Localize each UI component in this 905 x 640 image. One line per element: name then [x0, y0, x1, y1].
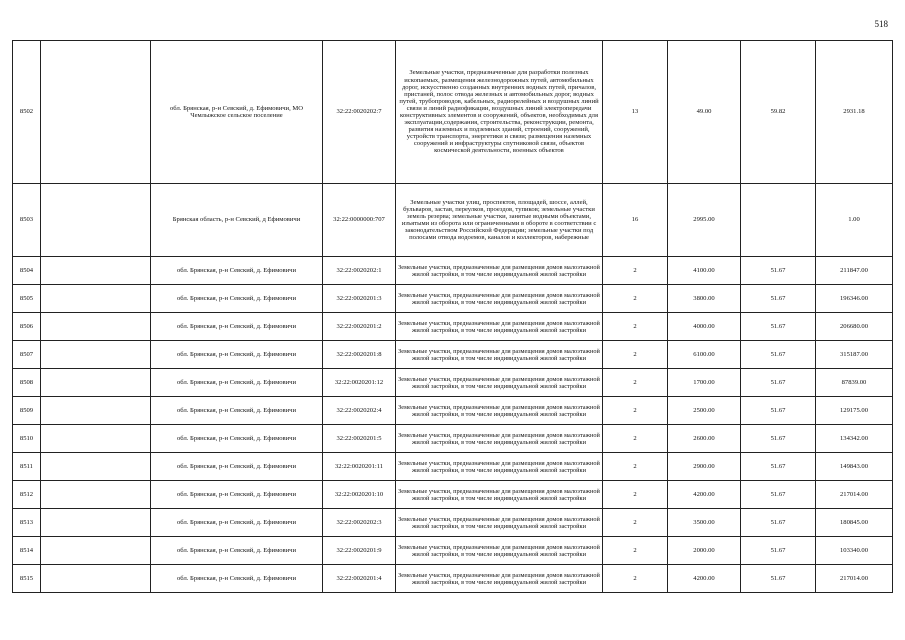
table-row [13, 425, 893, 453]
address-cell: обл. Брянская, р-н Севский, д. Ефимовичи [151, 369, 323, 397]
cadastral-number-cell: 32:22:0020201:5 [323, 425, 396, 453]
address-cell: обл. Брянская, р-н Севский, д. Ефимовичи [151, 285, 323, 313]
use-type-code-cell: 2 [603, 425, 668, 453]
cadastral-number-cell: 32:22:0020201:4 [323, 565, 396, 593]
cadastral-number-cell: 32:22:0020201:9 [323, 537, 396, 565]
cadastral-value-cell: 129175.00 [816, 397, 893, 425]
address-cell: обл. Брянская, р-н Севский, д. Ефимовичи, МО Чемлыжское сельское поселение [151, 41, 323, 184]
cadastral-value-cell: 2931.18 [816, 41, 893, 184]
table-row [13, 257, 893, 285]
land-use-description-cell: Земельные участки, предназначенные для размещения домов малоэтажной жилой застройки, в том числе индивидуальной жилой застройки [396, 537, 603, 565]
area-cell: 3500.00 [668, 509, 741, 537]
area-cell: 2600.00 [668, 425, 741, 453]
area-cell: 2000.00 [668, 537, 741, 565]
table-row [13, 453, 893, 481]
row-number: 8505 [13, 285, 41, 313]
row-number: 8508 [13, 369, 41, 397]
use-type-code-cell: 16 [603, 184, 668, 257]
address-cell: обл. Брянская, р-н Севский, д. Ефимовичи [151, 397, 323, 425]
address-cell: обл. Брянская, р-н Севский, д. Ефимовичи [151, 257, 323, 285]
row-number: 8511 [13, 453, 41, 481]
use-type-code-cell: 2 [603, 397, 668, 425]
use-type-code-cell: 2 [603, 313, 668, 341]
address-cell: обл. Брянская, р-н Севский, д. Ефимовичи [151, 565, 323, 593]
row-number: 8515 [13, 565, 41, 593]
cadastral-number-cell: 32:22:0020201:11 [323, 453, 396, 481]
row-number: 8502 [13, 41, 41, 184]
area-cell: 4000.00 [668, 313, 741, 341]
land-use-description-cell: Земельные участки, предназначенные для размещения домов малоэтажной жилой застройки, в том числе индивидуальной жилой застройки [396, 285, 603, 313]
area-cell: 2995.00 [668, 184, 741, 257]
specific-value-cell [741, 184, 816, 257]
table-row [13, 397, 893, 425]
table-body [13, 41, 893, 593]
cadastral-value-cell: 315187.00 [816, 341, 893, 369]
blank-cell [41, 369, 151, 397]
specific-value-cell: 51.67 [741, 341, 816, 369]
use-type-code-cell: 2 [603, 341, 668, 369]
use-type-code-cell: 2 [603, 509, 668, 537]
address-cell: обл. Брянская, р-н Севский, д. Ефимовичи [151, 481, 323, 509]
specific-value-cell: 51.67 [741, 257, 816, 285]
specific-value-cell: 51.67 [741, 565, 816, 593]
use-type-code-cell: 13 [603, 41, 668, 184]
table-row [13, 537, 893, 565]
address-cell: обл. Брянская, р-н Севский, д. Ефимовичи [151, 425, 323, 453]
cadastral-value-cell: 211847.00 [816, 257, 893, 285]
table-row [13, 509, 893, 537]
use-type-code-cell: 2 [603, 369, 668, 397]
area-cell: 6100.00 [668, 341, 741, 369]
cadastral-value-cell: 149843.00 [816, 453, 893, 481]
specific-value-cell: 51.67 [741, 313, 816, 341]
blank-cell [41, 509, 151, 537]
row-number: 8507 [13, 341, 41, 369]
cadastral-value-cell: 217014.00 [816, 565, 893, 593]
table-row [13, 341, 893, 369]
address-cell: обл. Брянская, р-н Севский, д. Ефимовичи [151, 313, 323, 341]
address-cell: Брянская область, р-н Севский, д Ефимовичи [151, 184, 323, 257]
table-row [13, 369, 893, 397]
table-row [13, 481, 893, 509]
blank-cell [41, 481, 151, 509]
blank-cell [41, 397, 151, 425]
land-use-description-cell: Земельные участки, предназначенные для размещения домов малоэтажной жилой застройки, в том числе индивидуальной жилой застройки [396, 369, 603, 397]
specific-value-cell: 51.67 [741, 537, 816, 565]
cadastral-value-cell: 134342.00 [816, 425, 893, 453]
row-number: 8503 [13, 184, 41, 257]
cadastral-value-cell: 1.00 [816, 184, 893, 257]
cadastral-number-cell: 32:22:0020201:10 [323, 481, 396, 509]
cadastral-number-cell: 32:22:0000000:707 [323, 184, 396, 257]
blank-cell [41, 313, 151, 341]
cadastral-number-cell: 32:22:0020201:2 [323, 313, 396, 341]
area-cell: 4100.00 [668, 257, 741, 285]
land-use-description-cell: Земельные участки, предназначенные для разработки полезных ископаемых, размещения железнодорожных путей, автомобильных дорог, искусственно созданных внутренних водных путей, причалов, пристаней, полос отвода железных и автомобильных дорог, водных путей, трубопроводов, кабельных, радиорелейных и воздушных линий связи и линий радиофикации, воздушных линий электропередачи конструктивных элементов и сооружений, объектов, необходимых для эксплуатации,содержания, строительства, реконструкции, ремонта, развития наземных и подземных зданий, строений, сооружений, устройств транспорта, энергетики и связи; размещения наземных сооружений и инфраструктуры спутниковой связи, объектов космической деятельности, военных объектов [396, 41, 603, 184]
specific-value-cell: 51.67 [741, 509, 816, 537]
row-number: 8509 [13, 397, 41, 425]
area-cell: 1700.00 [668, 369, 741, 397]
cadastral-value-cell: 180845.00 [816, 509, 893, 537]
use-type-code-cell: 2 [603, 481, 668, 509]
area-cell: 4200.00 [668, 481, 741, 509]
blank-cell [41, 184, 151, 257]
table-row [13, 285, 893, 313]
row-number: 8510 [13, 425, 41, 453]
specific-value-cell: 51.67 [741, 425, 816, 453]
address-cell: обл. Брянская, р-н Севский, д. Ефимовичи [151, 453, 323, 481]
specific-value-cell: 51.67 [741, 481, 816, 509]
use-type-code-cell: 2 [603, 453, 668, 481]
address-cell: обл. Брянская, р-н Севский, д. Ефимовичи [151, 537, 323, 565]
land-use-description-cell: Земельные участки, предназначенные для размещения домов малоэтажной жилой застройки, в том числе индивидуальной жилой застройки [396, 341, 603, 369]
cadastral-number-cell: 32:22:0020202:1 [323, 257, 396, 285]
table-row [13, 184, 893, 257]
land-use-description-cell: Земельные участки, предназначенные для размещения домов малоэтажной жилой застройки, в том числе индивидуальной жилой застройки [396, 313, 603, 341]
specific-value-cell: 51.67 [741, 453, 816, 481]
table-row [13, 313, 893, 341]
specific-value-cell: 51.67 [741, 285, 816, 313]
blank-cell [41, 257, 151, 285]
land-use-description-cell: Земельные участки, предназначенные для размещения домов малоэтажной жилой застройки, в том числе индивидуальной жилой застройки [396, 565, 603, 593]
cadastral-value-cell: 196346.00 [816, 285, 893, 313]
cadastral-value-cell: 217014.00 [816, 481, 893, 509]
use-type-code-cell: 2 [603, 537, 668, 565]
address-cell: обл. Брянская, р-н Севский, д. Ефимовичи [151, 341, 323, 369]
cadastral-value-cell: 103340.00 [816, 537, 893, 565]
blank-cell [41, 537, 151, 565]
land-use-description-cell: Земельные участки улиц, проспектов, площадей, шоссе, аллей, бульваров, застав, переулков, проездов, тупиков; земельные участки земель резерва; земельные участки, занятые водными объектами, изъятыми из оборота или ограниченными в обороте в соответствии с законодательством Российской Федерации; земельные участки под полосами отвода водоемов, каналов и коллекторов, набережные [396, 184, 603, 257]
area-cell: 49.00 [668, 41, 741, 184]
cadastral-number-cell: 32:22:0020202:4 [323, 397, 396, 425]
blank-cell [41, 341, 151, 369]
use-type-code-cell: 2 [603, 565, 668, 593]
cadastral-value-cell: 87839.00 [816, 369, 893, 397]
blank-cell [41, 41, 151, 184]
land-use-description-cell: Земельные участки, предназначенные для размещения домов малоэтажной жилой застройки, в том числе индивидуальной жилой застройки [396, 257, 603, 285]
blank-cell [41, 425, 151, 453]
cadastral-number-cell: 32:22:0020201:8 [323, 341, 396, 369]
use-type-code-cell: 2 [603, 257, 668, 285]
area-cell: 3800.00 [668, 285, 741, 313]
cadastral-value-cell: 206680.00 [816, 313, 893, 341]
cadastral-number-cell: 32:22:0020201:3 [323, 285, 396, 313]
area-cell: 2500.00 [668, 397, 741, 425]
cadastral-number-cell: 32:22:0020202:7 [323, 41, 396, 184]
specific-value-cell: 51.67 [741, 369, 816, 397]
blank-cell [41, 285, 151, 313]
row-number: 8514 [13, 537, 41, 565]
land-use-description-cell: Земельные участки, предназначенные для размещения домов малоэтажной жилой застройки, в том числе индивидуальной жилой застройки [396, 453, 603, 481]
row-number: 8506 [13, 313, 41, 341]
area-cell: 2900.00 [668, 453, 741, 481]
row-number: 8513 [13, 509, 41, 537]
specific-value-cell: 59.82 [741, 41, 816, 184]
blank-cell [41, 565, 151, 593]
land-use-description-cell: Земельные участки, предназначенные для размещения домов малоэтажной жилой застройки, в том числе индивидуальной жилой застройки [396, 481, 603, 509]
cadastral-number-cell: 32:22:0020202:3 [323, 509, 396, 537]
specific-value-cell: 51.67 [741, 397, 816, 425]
table-row [13, 41, 893, 184]
land-use-description-cell: Земельные участки, предназначенные для размещения домов малоэтажной жилой застройки, в том числе индивидуальной жилой застройки [396, 509, 603, 537]
row-number: 8512 [13, 481, 41, 509]
land-registry-table [12, 40, 893, 593]
use-type-code-cell: 2 [603, 285, 668, 313]
cadastral-number-cell: 32:22:0020201:12 [323, 369, 396, 397]
area-cell: 4200.00 [668, 565, 741, 593]
row-number: 8504 [13, 257, 41, 285]
land-use-description-cell: Земельные участки, предназначенные для размещения домов малоэтажной жилой застройки, в том числе индивидуальной жилой застройки [396, 425, 603, 453]
table-row [13, 565, 893, 593]
address-cell: обл. Брянская, р-н Севский, д. Ефимовичи [151, 509, 323, 537]
blank-cell [41, 453, 151, 481]
land-use-description-cell: Земельные участки, предназначенные для размещения домов малоэтажной жилой застройки, в том числе индивидуальной жилой застройки [396, 397, 603, 425]
page-number: 518 [874, 19, 888, 29]
